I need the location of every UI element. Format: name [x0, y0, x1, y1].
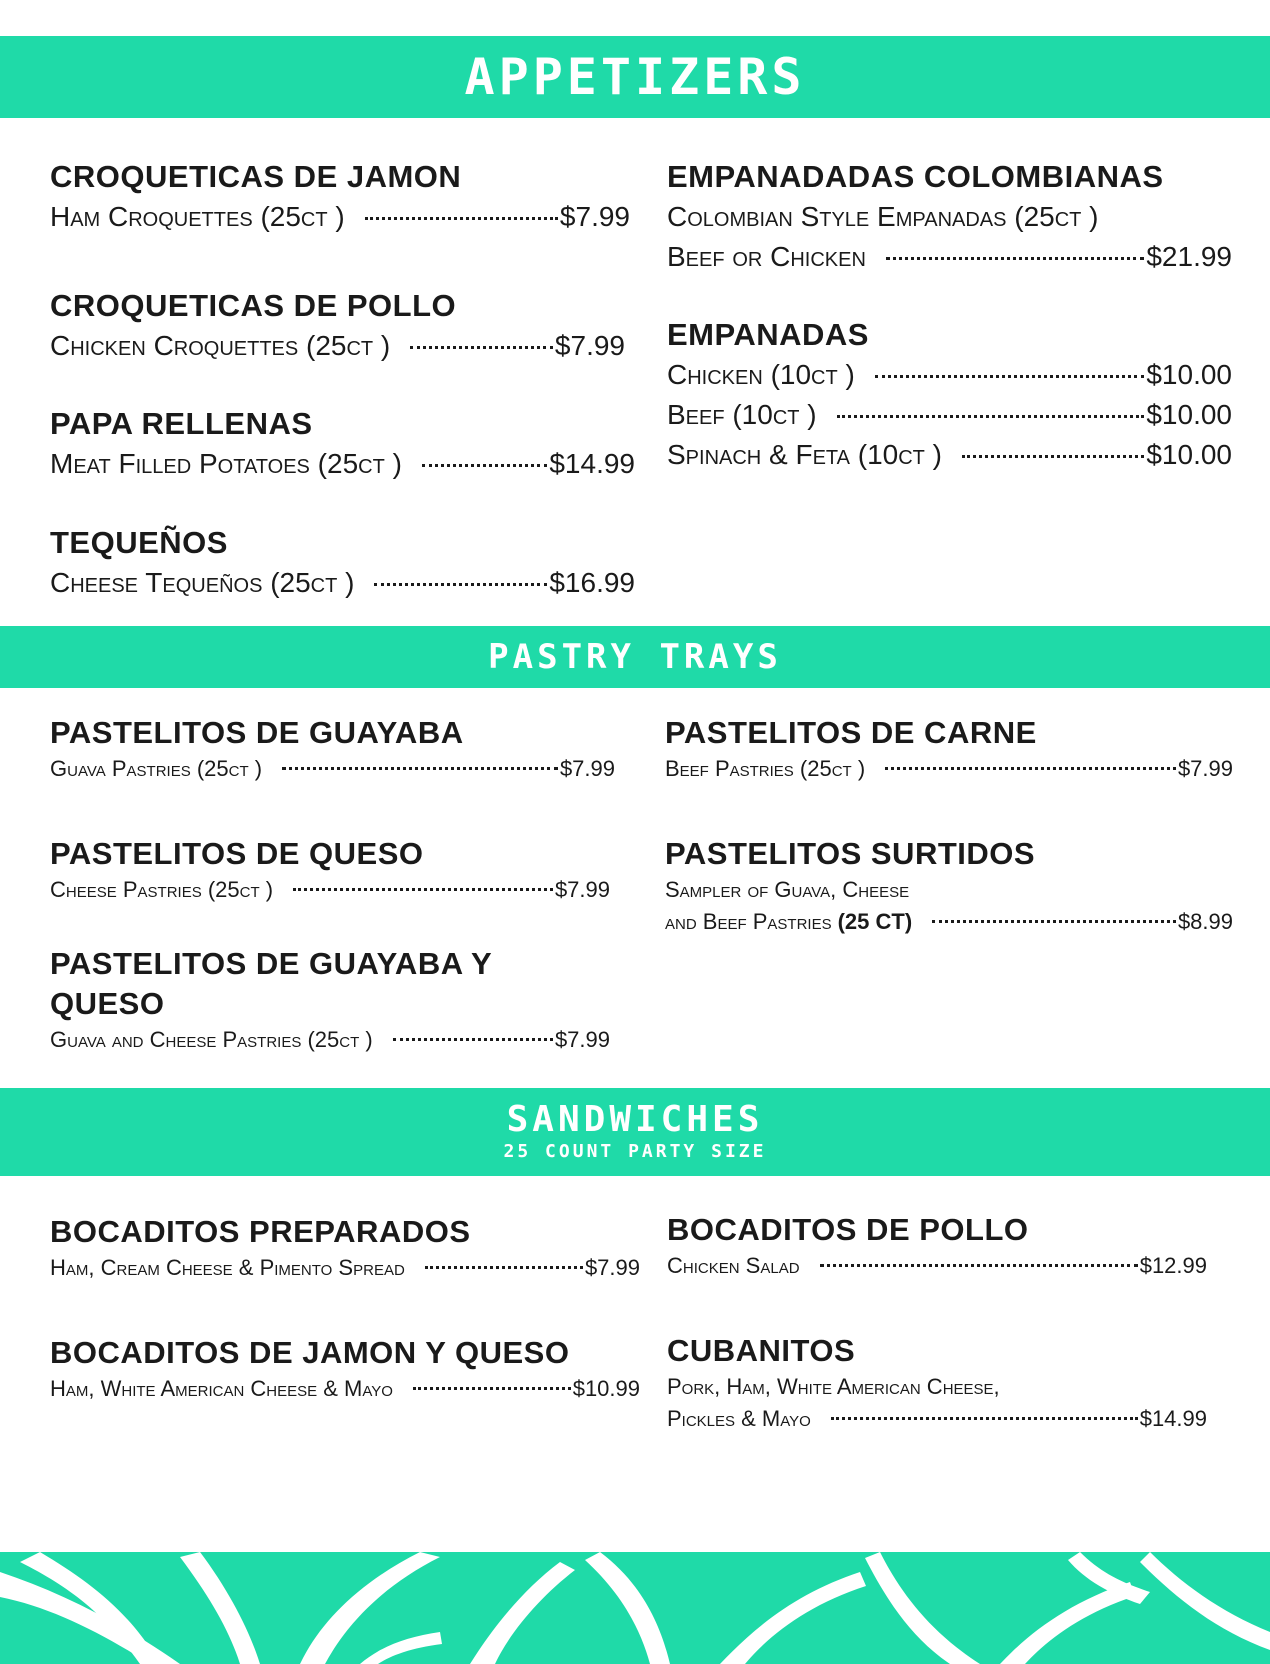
item-description-line: Sampler of Guava, Cheese: [665, 877, 910, 902]
dot-leader: [410, 346, 553, 349]
item-name: BOCADITOS PREPARADOS: [50, 1214, 471, 1249]
palm-leaves-footer: [0, 1552, 1270, 1664]
item-description: Ham, White American Cheese & Mayo: [50, 1376, 393, 1401]
palm-leaves-icon: [0, 1552, 1270, 1664]
option-price: $10.00: [1146, 359, 1232, 390]
dot-leader: [820, 1264, 1138, 1267]
item-description-line: Pork, Ham, White American Cheese,: [667, 1374, 1000, 1399]
item-description: Ham Croquettes (25ct ): [50, 201, 345, 232]
dot-leader: [932, 920, 1176, 923]
menu-item: [50, 157, 630, 237]
section-header-appetizers: APPETIZERS: [0, 36, 1270, 118]
item-option: [667, 435, 1232, 475]
item-price: $12.99: [1139, 1253, 1207, 1278]
section-title: SANDWICHES: [506, 1099, 764, 1140]
item-description: Cheese Tequeños (25ct ): [50, 567, 355, 598]
dot-leader: [293, 888, 553, 891]
menu-item: [665, 834, 1233, 938]
dot-leader: [365, 217, 558, 220]
item-name: EMPANADADAS COLOMBIANAS: [667, 159, 1164, 194]
item-price: $7.99: [559, 201, 630, 232]
dot-leader: [875, 375, 1145, 378]
menu-item: [667, 1331, 1207, 1435]
item-price: $21.99: [1146, 241, 1232, 272]
item-description-line: Colombian Style Empanadas (25ct ): [667, 201, 1099, 232]
menu-item: [50, 404, 635, 484]
menu-item: [50, 286, 625, 366]
item-line: [667, 1250, 1207, 1282]
item-description: Chicken Salad: [667, 1253, 800, 1278]
item-price: $7.99: [1177, 756, 1233, 781]
item-name: PASTELITOS DE GUAYABA: [50, 715, 464, 750]
item-line: [50, 444, 635, 484]
item-name: PAPA RELLENAS: [50, 406, 313, 441]
dot-leader: [962, 455, 1144, 458]
item-option: [667, 395, 1232, 435]
item-description: Cheese Pastries (25ct ): [50, 877, 274, 902]
item-line: [667, 197, 1232, 237]
item-description: Ham, Cream Cheese & Pimento Spread: [50, 1255, 405, 1280]
item-line: [50, 1373, 640, 1405]
dot-leader: [393, 1038, 553, 1041]
item-price: $8.99: [1177, 909, 1233, 934]
menu-item: [50, 1333, 640, 1405]
item-price: $7.99: [554, 330, 625, 361]
item-name: EMPANADAS: [667, 317, 869, 352]
item-name: TEQUEÑOS: [50, 525, 228, 560]
option-description: Chicken (10ct ): [667, 359, 855, 390]
item-line: [665, 753, 1233, 785]
item-name: PASTELITOS DE GUAYABA Y: [50, 946, 493, 981]
item-name: PASTELITOS SURTIDOS: [665, 836, 1036, 871]
dot-leader: [413, 1387, 571, 1390]
item-description: Guava and Cheese Pastries (25ct ): [50, 1027, 373, 1052]
item-line: [50, 563, 635, 603]
item-name: BOCADITOS DE POLLO: [667, 1212, 1029, 1247]
dot-leader: [885, 767, 1176, 770]
item-description: Guava Pastries (25ct ): [50, 756, 263, 781]
item-name: CROQUETICAS DE JAMON: [50, 159, 462, 194]
dot-leader: [282, 767, 558, 770]
item-line: [50, 874, 610, 906]
dot-leader: [374, 583, 547, 586]
menu-item: [50, 1212, 640, 1284]
item-name: PASTELITOS DE CARNE: [665, 715, 1037, 750]
item-option: [667, 355, 1232, 395]
item-price: $7.99: [554, 877, 610, 902]
item-description: Chicken Croquettes (25ct ): [50, 330, 391, 361]
option-description: Beef (10ct ): [667, 399, 817, 430]
option-description: Spinach & Feta (10ct ): [667, 439, 943, 470]
item-price: $16.99: [549, 567, 635, 598]
item-price: $7.99: [584, 1255, 640, 1280]
dot-leader: [886, 257, 1144, 260]
item-line: [50, 1252, 640, 1284]
item-line: [665, 906, 1233, 938]
menu-item: [667, 157, 1232, 277]
item-description: and Beef Pastries: [665, 909, 832, 934]
option-price: $10.00: [1146, 399, 1232, 430]
section-header-sandwiches: [0, 1088, 1270, 1176]
item-description: Beef or Chicken: [667, 241, 866, 272]
dot-leader: [422, 464, 547, 467]
item-price: $14.99: [1139, 1406, 1207, 1431]
item-price: $10.99: [572, 1376, 640, 1401]
item-name: CUBANITOS: [667, 1333, 856, 1368]
menu-item: [50, 944, 610, 1056]
item-name-continued: QUESO: [50, 986, 165, 1021]
item-name: PASTELITOS DE QUESO: [50, 836, 424, 871]
menu-item: [667, 1210, 1207, 1282]
option-price: $10.00: [1146, 439, 1232, 470]
item-description: Pickles & Mayo: [667, 1406, 811, 1431]
dot-leader: [837, 415, 1145, 418]
menu-item: [50, 713, 615, 785]
dot-leader: [831, 1417, 1138, 1420]
item-line: [50, 197, 630, 237]
item-count: (25 CT): [837, 909, 913, 934]
item-price: $7.99: [554, 1027, 610, 1052]
item-description: Beef Pastries (25ct ): [665, 756, 866, 781]
section-subtitle: 25 COUNT PARTY SIZE: [503, 1141, 767, 1162]
section-header-pastry-trays: PASTRY TRAYS: [0, 626, 1270, 688]
item-line: [50, 753, 615, 785]
item-description: Meat Filled Potatoes (25ct ): [50, 448, 402, 479]
item-price: $14.99: [549, 448, 635, 479]
item-line: [667, 237, 1232, 277]
item-price: $7.99: [559, 756, 615, 781]
item-name: CROQUETICAS DE POLLO: [50, 288, 457, 323]
dot-leader: [425, 1266, 583, 1269]
item-line: [667, 1403, 1207, 1435]
menu-item: [50, 523, 635, 603]
item-name: BOCADITOS DE JAMON Y QUESO: [50, 1335, 570, 1370]
menu-item: [665, 713, 1233, 785]
menu-item: [667, 315, 1232, 475]
menu-item: [50, 834, 610, 906]
item-line: [50, 326, 625, 366]
item-line: [50, 1024, 610, 1056]
